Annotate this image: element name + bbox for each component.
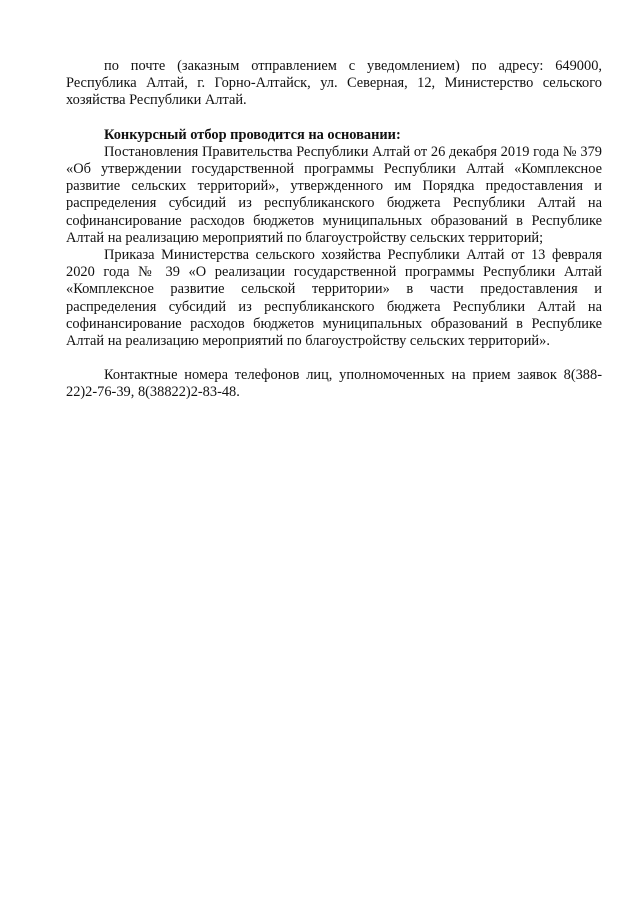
- basis-item-resolution: Постановления Правительства Республики Алтай от 26 декабря 2019 года № 379 «Об утверждении государственной программы Республики Алтай «Комплексное развитие сельских территорий», утвержденного им Порядка предоставления и распределения субсидий из республиканского бюджета Республики Алтай на софинансирование расходов бюджетов муниципальных образований в Республике Алтай на реализацию мероприятий по благоустройству сельских территорий;: [66, 143, 602, 246]
- basis-item-order: Приказа Министерства сельского хозяйства Республики Алтай от 13 февраля 2020 года № 39 «О реализации государственной программы Республики Алтай «Комплексное развитие сельской территории» в части предоставления и распределения субсидий из республиканского бюджета Республики Алтай на софинансирование расходов бюджетов муниципальных образований в Республике Алтай на реализацию мероприятий по благоустройству сельских территорий».: [66, 247, 602, 350]
- contacts-paragraph: Контактные номера телефонов лиц, уполномоченных на прием заявок 8(388-22)2-76-39, 8(38822)2-83-48.: [66, 367, 602, 401]
- address-paragraph: по почте (заказным отправлением с уведомлением) по адресу: 649000, Республика Алтай, г. Горно-Алтайск, ул. Северная, 12, Министерство сельского хозяйства Республики Алтай.: [66, 58, 602, 109]
- basis-heading: Конкурсный отбор проводится на основании:: [104, 126, 401, 143]
- document-page: [66, 58, 602, 402]
